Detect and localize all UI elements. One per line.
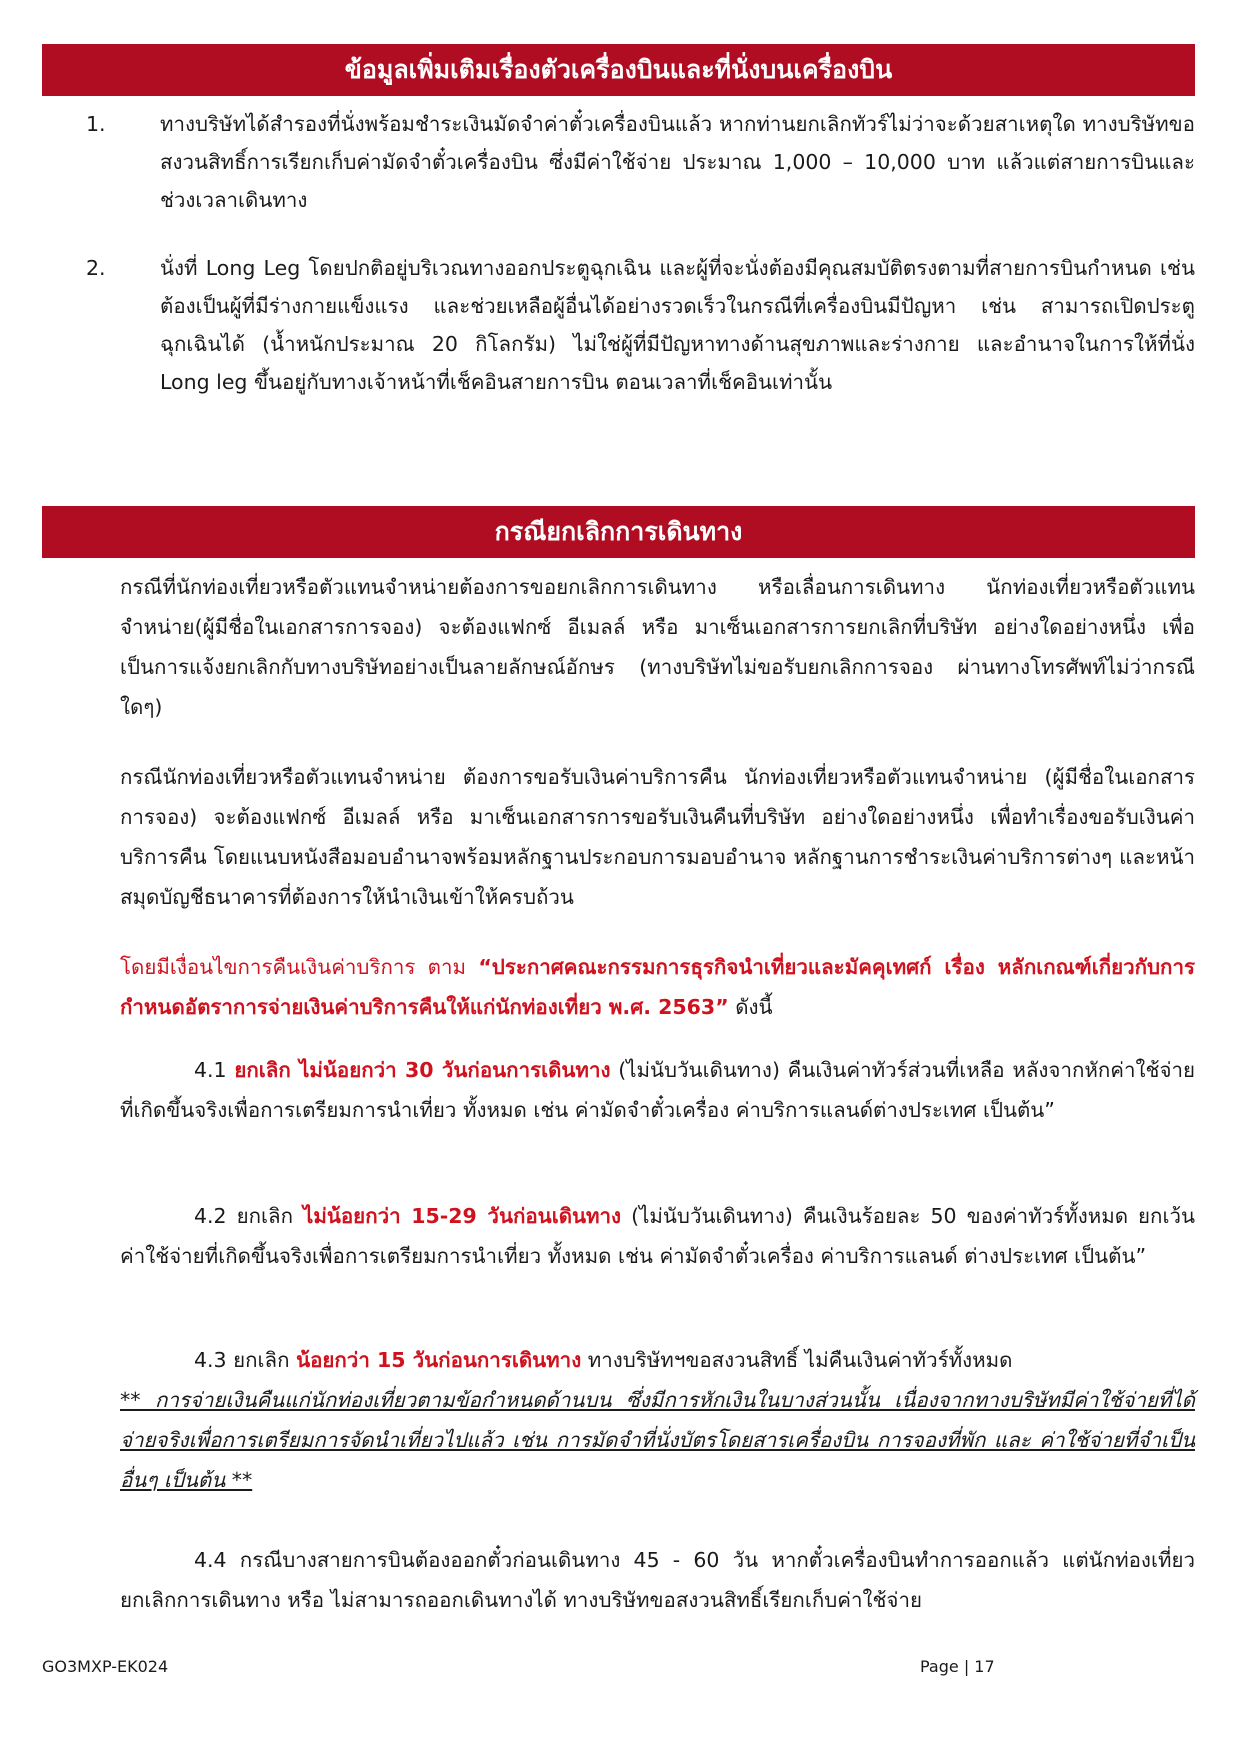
section-title-aircraft-seats: ข้อมูลเพิ่มเติมเรื่องตัวเครื่องบินและที่นั่งบนเครื่องบิน (42, 44, 1195, 96)
refund-note: ** การจ่ายเงินคืนแก่นักท่องเที่ยวตามข้อกำหนดด้านบน ซึ่งมีการหักเงินในบางส่วนนั้น เนื่องจากทางบริษัทมีค่าใช้จ่ายที่ได้จ่ายจริงเพื่อการเตรียมการจัดนำเที่ยวไปแล้ว เช่น การมัดจำที่นั่งบัตรโดยสารเครื่องบิน การจองที่พัก และ ค่าใช้จ่ายที่จำเป็นอื่นๆ เป็นต้น ** (120, 1388, 1195, 1492)
page-number: Page | 17 (920, 1657, 995, 1676)
rule-number: 4.2 ยกเลิก (194, 1204, 294, 1228)
cancellation-rule-4-3 (120, 1340, 1195, 1380)
list-item-text: นั่งที่ Long Leg โดยปกติอยู่บริเวณทางออกประตูฉุกเฉิน และผู้ที่จะนั่งต้องมีคุณสมบัติตรงตามที่สายการบินกำหนด เช่น ต้องเป็นผู้ที่มีร่างกายแข็งแรง และช่วยเหลือผู้อื่นได้อย่างรวดเร็วในกรณีที่เครื่องบินมีปัญหา เช่น สามารถเปิดประตูฉุกเฉินได้ (น้ำหนักประมาณ 20 กิโลกรัม) ไม่ใช่ผู้ที่มีปัญหาทางด้านสุขภาพและร่างกาย และอำนาจในการให้ที่นั่ง Long leg ขึ้นอยู่กับทางเจ้าหน้าที่เช็คอินสายการบิน ตอนเวลาที่เช็คอินเท่านั้น (160, 256, 1195, 394)
refund-paragraph: กรณีนักท่องเที่ยวหรือตัวแทนจำหน่าย ต้องการขอรับเงินค่าบริการคืน นักท่องเที่ยวหรือตัวแทนจำหน่าย (ผู้มีชื่อในเอกสารการจอง) จะต้องแฟกซ์ อีเมลล์ หรือ มาเซ็นเอกสารการขอรับเงินคืนที่บริษัท อย่างใดอย่างหนึ่ง เพื่อทำเรื่องขอรับเงินค่าบริการคืน โดยแนบหนังสือมอบอำนาจพร้อมหลักฐานประกอบการมอบอำนาจ หลักฐานการชำระเงินค่าบริการต่างๆ และหน้าสมุดบัญชีธนาคารที่ต้องการให้นำเงินเข้าให้ครบถ้วน (120, 765, 1195, 909)
rule-condition: ยกเลิก ไม่น้อยกว่า 30 วันก่อนการเดินทาง (234, 1058, 611, 1082)
cancellation-rule-4-1 (120, 1050, 1195, 1130)
section-title-cancellation: กรณียกเลิกการเดินทาง (42, 506, 1195, 558)
cancellation-rule-4-4 (120, 1540, 1195, 1620)
regulation-title: “ประกาศคณะกรรมการธุรกิจนำเที่ยวและมัคคุเทศก์ เรื่อง หลักเกณฑ์เกี่ยวกับการกำหนดอัตราการจ่ายเงินค่าบริการคืนให้แก่นักท่องเที่ยว พ.ศ. 2563” (120, 955, 1195, 1019)
rule-text: ทางบริษัทฯขอสงวนสิทธิ์ ไม่คืนเงินค่าทัวร์ทั้งหมด (587, 1348, 1013, 1372)
list-item-number: 1. (86, 112, 106, 136)
cancellation-paragraph: กรณีที่นักท่องเที่ยวหรือตัวแทนจำหน่ายต้องการขอยกเลิกการเดินทาง หรือเลื่อนการเดินทาง นักท่องเที่ยวหรือตัวแทนจำหน่าย(ผู้มีชื่อในเอกสารการจอง) จะต้องแฟกซ์ อีเมลล์ หรือ มาเซ็นเอกสารการยกเลิกที่บริษัท อย่างใดอย่างหนึ่ง เพื่อเป็นการแจ้งยกเลิกกับทางบริษัทอย่างเป็นลายลักษณ์อักษร (ทางบริษัทไม่ขอรับยกเลิกการจอง ผ่านทางโทรศัพท์ไม่ว่ากรณีใดๆ) (120, 575, 1195, 719)
cancellation-rule-4-2 (120, 1196, 1195, 1276)
refund-conditions-lead: โดยมีเงื่อนไขการคืนเงินค่าบริการ ตาม (120, 955, 467, 979)
document-code: GO3MXP-EK024 (42, 1657, 169, 1676)
rule-text: 4.4 กรณีบางสายการบินต้องออกตั๋วก่อนเดินทาง 45 - 60 วัน หากตั๋วเครื่องบินทำการออกแล้ว แต่นักท่องเที่ยวยกเลิกการเดินทาง หรือ ไม่สามารถออกเดินทางได้ ทางบริษัทขอสงวนสิทธิ์เรียกเก็บค่าใช้จ่าย (120, 1548, 1195, 1612)
rule-text: (ไม่นับวันเดินทาง) คืนเงินร้อยละ 50 ของค่าทัวร์ทั้งหมด ยกเว้น ค่าใช้จ่ายที่เกิดขึ้นจริงเพื่อการเตรียมการนำเที่ยว ทั้งหมด เช่น ค่ามัดจำตั๋วเครื่อง ค่าบริการแลนด์ ต่างประเทศ เป็นต้น” (120, 1204, 1195, 1268)
rule-number: 4.1 (194, 1058, 227, 1082)
list-item-text: ทางบริษัทได้สำรองที่นั่งพร้อมชำระเงินมัดจำค่าตั๋วเครื่องบินแล้ว หากท่านยกเลิกทัวร์ไม่ว่าจะด้วยสาเหตุใด ทางบริษัทขอสงวนสิทธิ์การเรียกเก็บค่ามัดจำตั๋วเครื่องบิน ซึ่งมีค่าใช้จ่าย ประมาณ 1,000 – 10,000 บาท แล้วแต่สายการบินและช่วงเวลาเดินทาง (160, 112, 1195, 212)
list-item (42, 105, 1195, 219)
refund-conditions-paragraph (120, 947, 1195, 1027)
rule-number: 4.3 ยกเลิก (194, 1348, 290, 1372)
rule-text: (ไม่นับวันเดินทาง) คืนเงินค่าทัวร์ส่วนที่เหลือ หลังจากหักค่าใช้จ่ายที่เกิดขึ้นจริงเพื่อการเตรียมการนำเที่ยว ทั้งหมด เช่น ค่ามัดจำตั๋วเครื่อง ค่าบริการแลนด์ต่างประเทศ เป็นต้น” (120, 1058, 1195, 1122)
rule-condition: ไม่น้อยกว่า 15-29 วันก่อนเดินทาง (303, 1204, 622, 1228)
rule-condition: น้อยกว่า 15 วันก่อนการเดินทาง (296, 1348, 582, 1372)
list-item-number: 2. (86, 256, 106, 280)
refund-conditions-tail: ดังนี้ (735, 995, 773, 1019)
list-item (42, 249, 1195, 401)
